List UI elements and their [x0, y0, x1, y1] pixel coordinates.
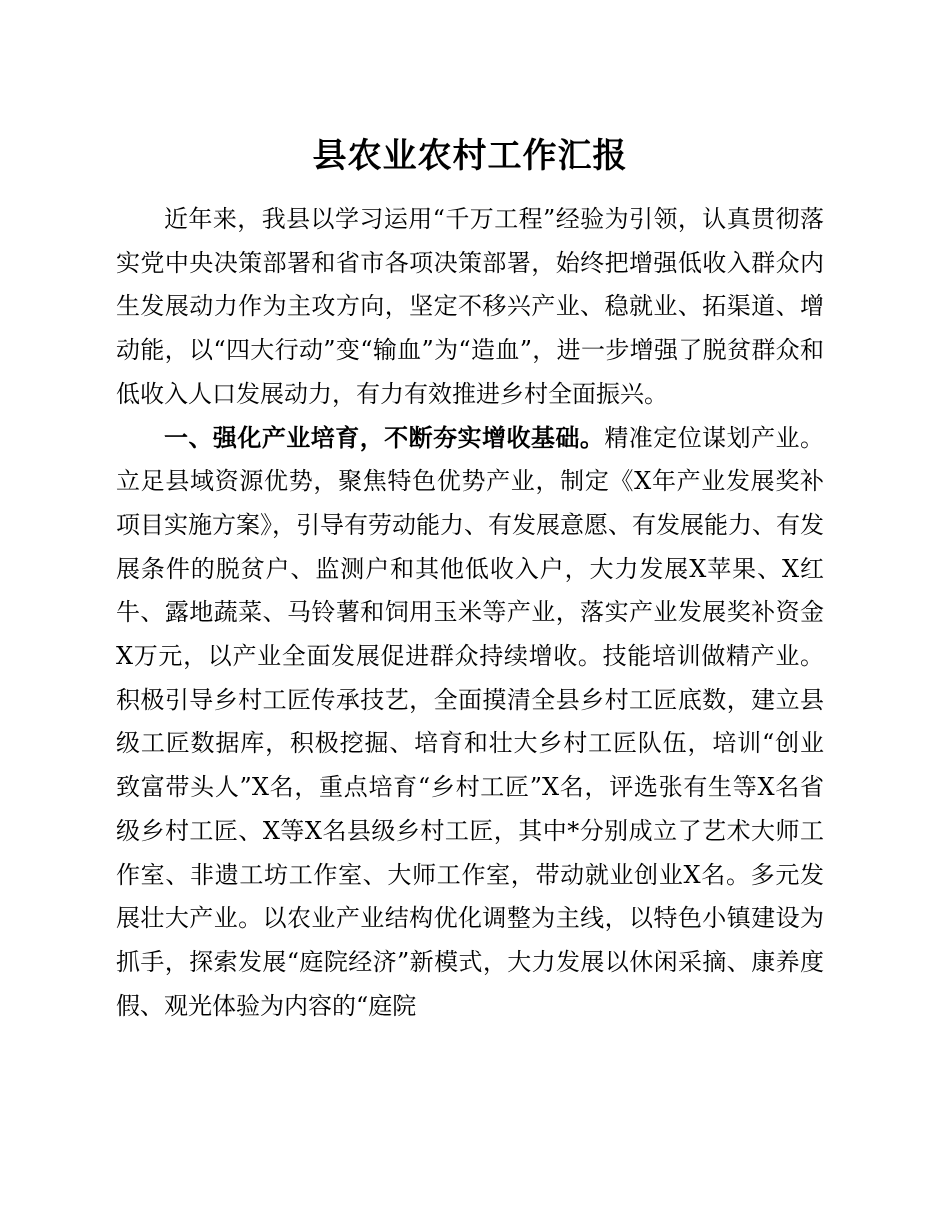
intro-paragraph — [116, 198, 824, 417]
section-one-paragraph — [116, 417, 824, 1029]
intro-text: 近年来，我县以学习运用“千万工程”经验为引领，认真贯彻落实党中央决策部署和省市各项决策部署，始终把增强低收入群众内生发展动力作为主攻方向，坚定不移兴产业、稳就业、拓渠道、增动能，以“四大行动”变“输血”为“造血”，进一步增强了脱贫群众和低收入人口发展动力，有力有效推进乡村全面振兴。 — [116, 205, 824, 408]
section-one-heading: 一、强化产业培育，不断夯实增收基础。 — [164, 423, 605, 452]
document-title: 县农业农村工作汇报 — [312, 136, 628, 176]
section-one-body: 精准定位谋划产业。立足县域资源优势，聚焦特色优势产业，制定《X年产业发展奖补项目实施方案》，引导有劳动能力、有发展意愿、有发展能力、有发展条件的脱贫户、监测户和其他低收入户，大力发展X苹果、X红牛、露地蔬菜、马铃薯和饲用玉米等产业，落实产业发展奖补资金X万元，以产业全面发展促进群众持续增收。技能培训做精产业。积极引导乡村工匠传承技艺，全面摸清全县乡村工匠底数，建立县级工匠数据库，积极挖掘、培育和壮大乡村工匠队伍，培训“创业致富带头人”X名，重点培育“乡村工匠”X名，评选张有生等X名省级乡村工匠、X等X名县级乡村工匠，其中*分别成立了艺术大师工作室、非遗工坊工作室、大师工作室，带动就业创业X名。多元发展壮大产业。以农业产业结构优化调整为主线，以特色小镇建设为抓手，探索发展“庭院经济”新模式，大力发展以休闲采摘、康养度假、观光体验为内容的“庭院 — [116, 423, 825, 1020]
document-page — [116, 128, 824, 1028]
